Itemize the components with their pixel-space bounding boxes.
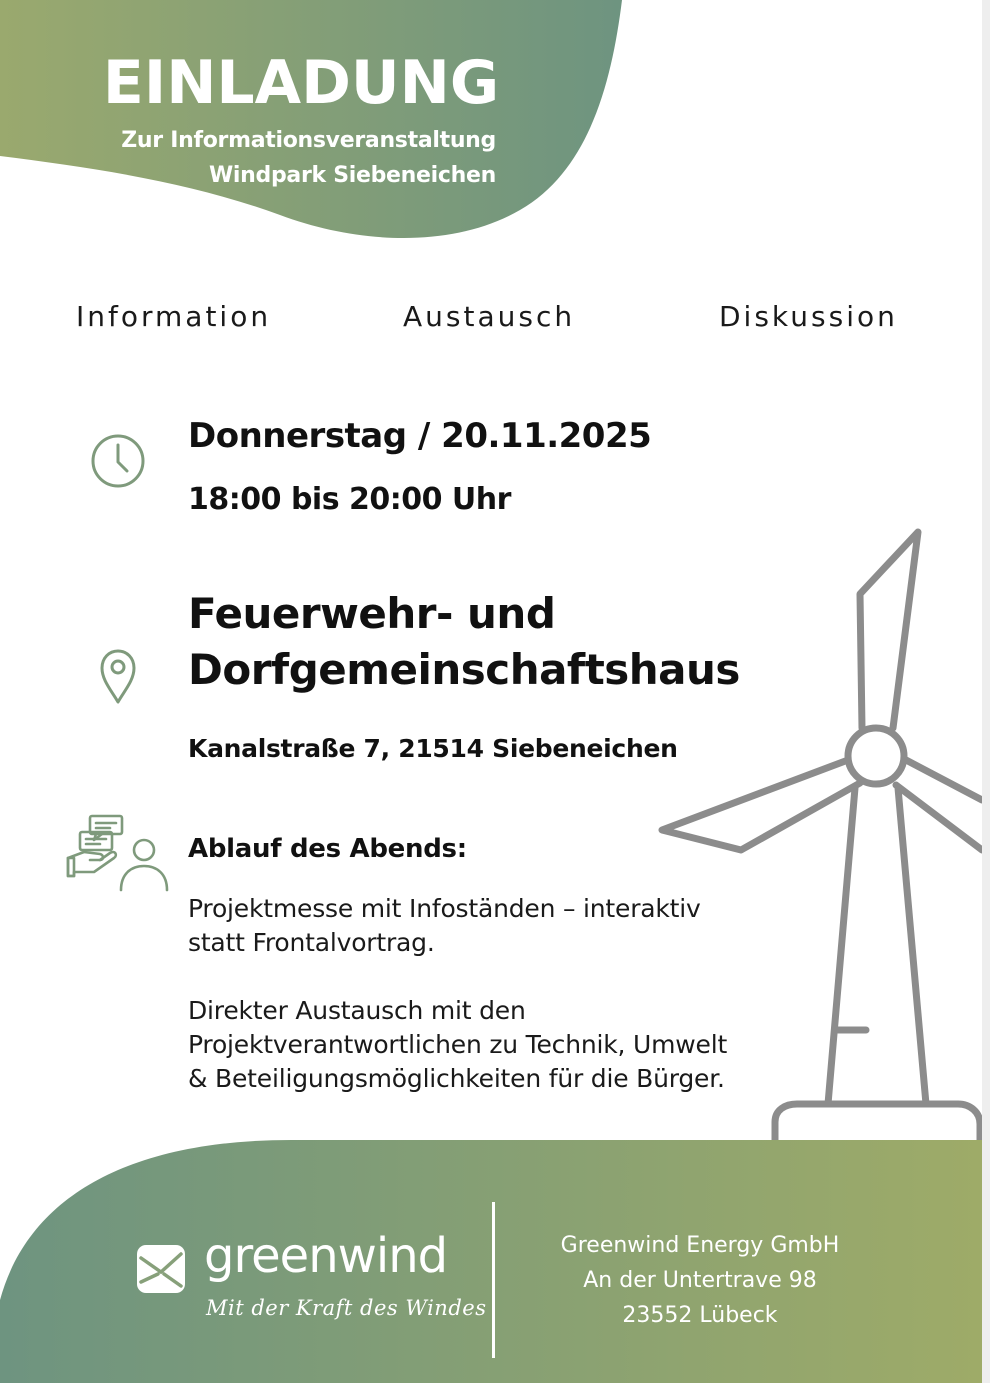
page-title: EINLADUNG <box>102 48 500 118</box>
chat-people-icon <box>64 812 172 896</box>
agenda-heading: Ablauf des Abends: <box>188 834 467 864</box>
brand-tagline: Mit der Kraft des Windes <box>206 1296 487 1320</box>
brand-name: greenwind <box>204 1228 448 1284</box>
keyword-information: Information <box>76 300 272 333</box>
keyword-austausch: Austausch <box>403 300 576 333</box>
agenda-paragraph-2-line-3: & Beteiligungsmöglichkeiten für die Bürger. <box>188 1064 725 1093</box>
clock-icon <box>90 432 148 490</box>
agenda-paragraph-2-line-2: Projektverantwortlichen zu Technik, Umwelt <box>188 1030 728 1059</box>
venue-line-2: Dorfgemeinschaftshaus <box>188 645 740 694</box>
company-street: An der Untertrave 98 <box>583 1268 817 1293</box>
venue-address: Kanalstraße 7, 21514 Siebeneichen <box>188 734 678 763</box>
agenda-paragraph-2-line-1: Direkter Austausch mit den <box>188 996 526 1025</box>
venue-line-1: Feuerwehr- und <box>188 589 556 638</box>
subtitle-line-2: Windpark Siebeneichen <box>208 163 496 188</box>
event-date: Donnerstag / 20.11.2025 <box>188 416 652 456</box>
agenda-paragraph-1-line-2: statt Frontalvortrag. <box>188 928 435 957</box>
company-name: Greenwind Energy GmbH <box>560 1233 840 1258</box>
location-pin-icon <box>99 648 139 706</box>
company-city: 23552 Lübeck <box>622 1303 778 1328</box>
header-blob <box>0 0 622 238</box>
greenwind-logo-icon <box>136 1244 186 1294</box>
keyword-diskussion: Diskussion <box>719 300 898 333</box>
event-time: 18:00 bis 20:00 Uhr <box>188 482 511 517</box>
footer-divider <box>492 1202 495 1358</box>
agenda-paragraph-1-line-1: Projektmesse mit Infoständen – interaktiv <box>188 894 701 923</box>
subtitle-line-1: Zur Informationsveranstaltung <box>121 128 496 153</box>
